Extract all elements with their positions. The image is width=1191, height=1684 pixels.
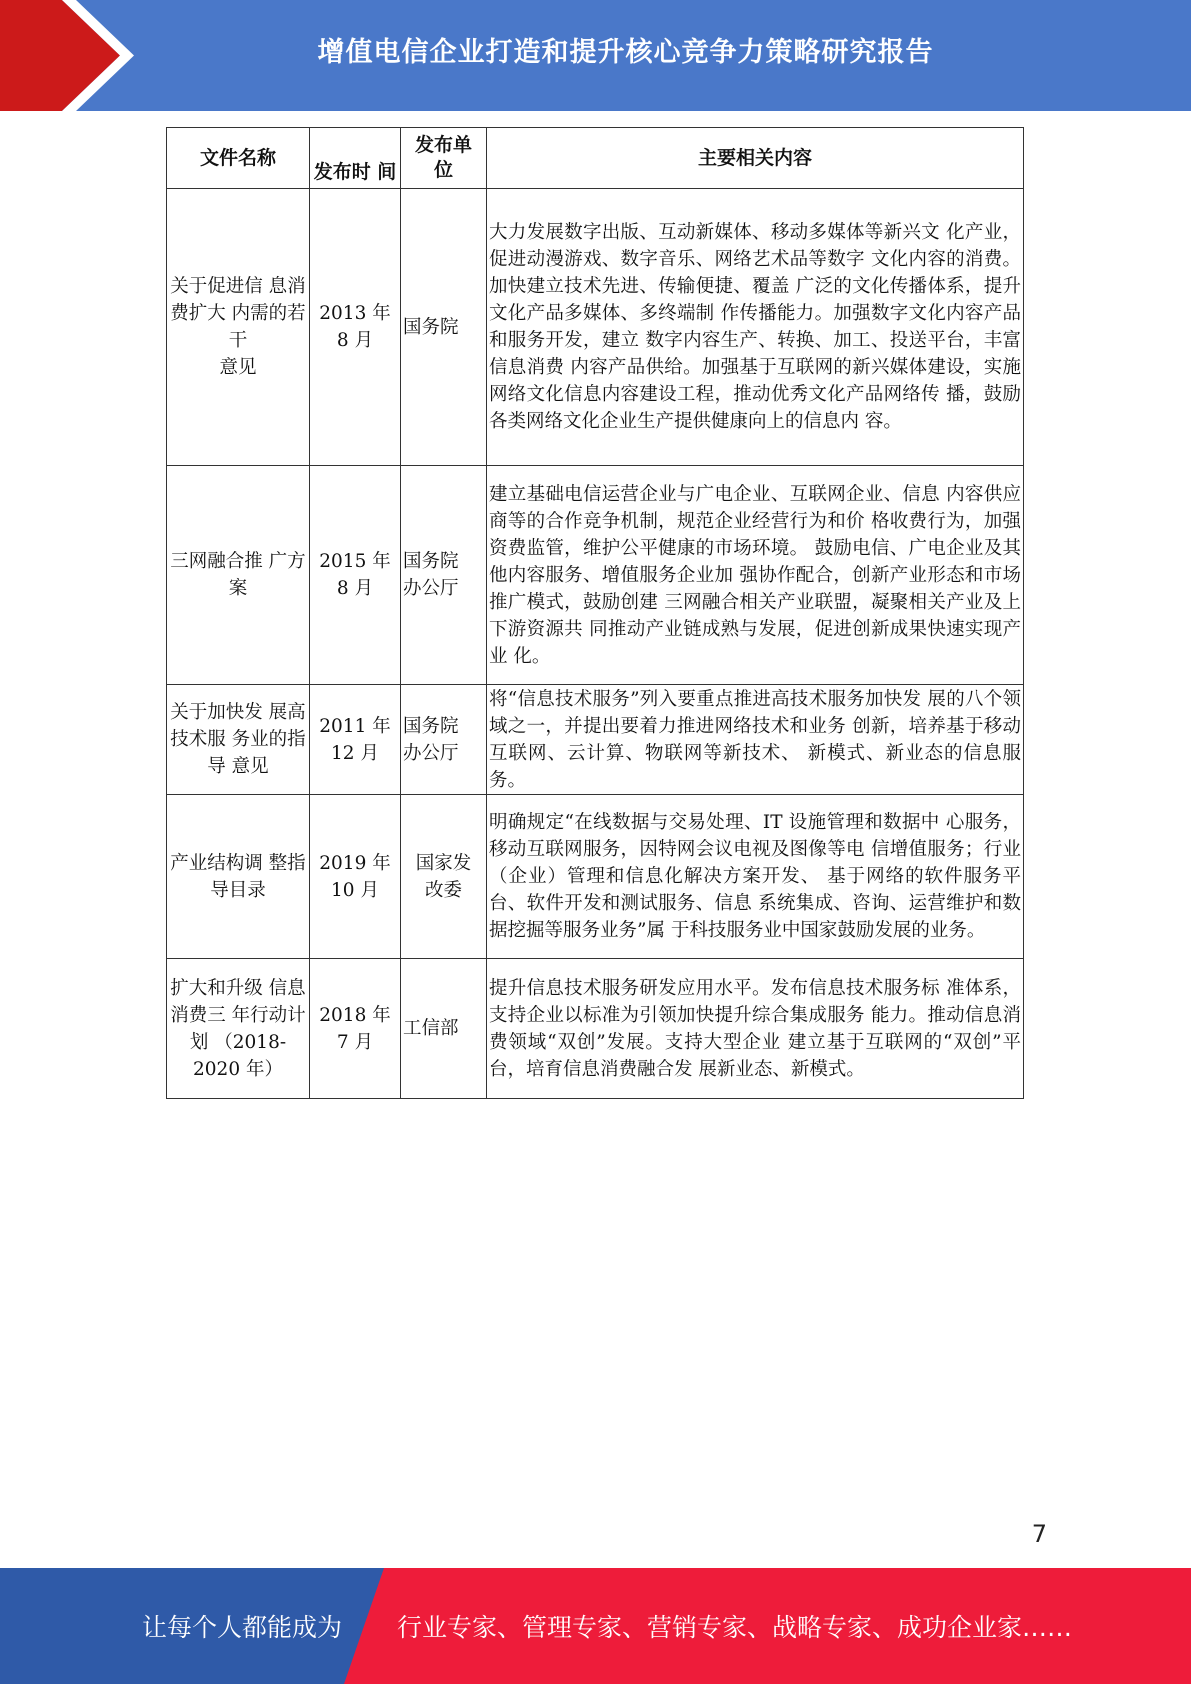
main-content: 明确规定“在线数据与交易处理、IT 设施管理和数据中 心服务，移动互联网服务，因特网会议电视及图像等电 信增值服务；行业（企业）管理和信息化解决方案开发、 基于网络的软件服务平台、软件开发和测试服务、信息 系统集成、咨询、运营维护和数据挖掘等服务业务”属 于科技服务业中国家鼓励发展的业务。 xyxy=(487,795,1024,959)
header-issuing-unit: 发布单 位 xyxy=(401,128,487,189)
main-content: 将“信息技术服务”列入要重点推进高技术服务加快发 展的八个领域之一，并提出要着力推进网络技术和业务 创新，培养基于移动互联网、云计算、物联网等新技术、 新模式、新业态的信息服务。 xyxy=(487,685,1024,795)
release-date: 2019 年 10 月 xyxy=(310,795,401,959)
header-document-name: 文件名称 xyxy=(167,128,310,189)
issuing-unit: 工信部 xyxy=(401,959,487,1099)
header-main-content: 主要相关内容 xyxy=(487,128,1024,189)
document-name: 产业结构调 整指导目录 xyxy=(167,795,310,959)
table-row xyxy=(167,795,1024,959)
table-row xyxy=(167,685,1024,795)
footer-band xyxy=(0,1568,1191,1684)
footer-slogan-left: 让每个人都能成为 xyxy=(142,1613,343,1642)
release-date: 2018 年 7 月 xyxy=(310,959,401,1099)
footer-slogan-right: 行业专家、管理专家、营销专家、战略专家、成功企业家…… xyxy=(397,1613,1073,1642)
release-date: 2011 年 12 月 xyxy=(310,685,401,795)
release-date: 2015 年 8 月 xyxy=(310,466,401,685)
document-name: 扩大和升级 信息消费三 年行动计划 （2018-2020 年） xyxy=(167,959,310,1099)
issuing-unit: 国家发 改委 xyxy=(401,795,487,959)
document-name: 关于促进信 息消费扩大 内需的若干 意见 xyxy=(167,189,310,466)
header-release-date: 发布时 间 xyxy=(310,128,401,189)
document-name: 关于加快发 展高技术服 务业的指导 意见 xyxy=(167,685,310,795)
policy-documents-table xyxy=(166,127,1024,1099)
release-date: 2013 年 8 月 xyxy=(310,189,401,466)
main-content: 大力发展数字出版、互动新媒体、移动多媒体等新兴文 化产业，促进动漫游戏、数字音乐、网络艺术品等数字 文化内容的消费。加快建立技术先进、传输便捷、覆盖 广泛的文化传播体系，提升文化产品多媒体、多终端制 作传播能力。加强数字文化内容产品和服务开发，建立 数字内容生产、转换、加工、投送平台，丰富信息消费 内容产品供给。加强基于互联网的新兴媒体建设，实施 网络文化信息内容建设工程，推动优秀文化产品网络传 播，鼓励各类网络文化企业生产提供健康向上的信息内 容。 xyxy=(487,189,1024,466)
table-row xyxy=(167,466,1024,685)
document-name: 三网融合推 广方案 xyxy=(167,466,310,685)
table-row xyxy=(167,189,1024,466)
issuing-unit: 国务院 办公厅 xyxy=(401,466,487,685)
issuing-unit: 国务院 办公厅 xyxy=(401,685,487,795)
header-arrow-decoration xyxy=(0,0,160,111)
page-number: 7 xyxy=(1031,1520,1047,1548)
report-title: 增值电信企业打造和提升核心竞争力策略研究报告 xyxy=(317,37,934,68)
main-content: 建立基础电信运营企业与广电企业、互联网企业、信息 内容供应商等的合作竞争机制，规范企业经营行为和价 格收费行为，加强资费监管，维护公平健康的市场环境。 鼓励电信、广电企业及其他内容服务、增值服务企业加 强协作配合，创新产业形态和市场推广模式，鼓励创建 三网融合相关产业联盟，凝聚相关产业及上下游资源共 同推动产业链成熟与发展，促进创新成果快速实现产业 化。 xyxy=(487,466,1024,685)
table-header-row xyxy=(167,128,1024,189)
header-band xyxy=(0,0,1191,111)
table-row xyxy=(167,959,1024,1099)
main-content: 提升信息技术服务研发应用水平。发布信息技术服务标 准体系，支持企业以标准为引领加快提升综合集成服务 能力。推动信息消费领域“双创”发展。支持大型企业 建立基于互联网的“双创”平台，培育信息消费融合发 展新业态、新模式。 xyxy=(487,959,1024,1099)
issuing-unit: 国务院 xyxy=(401,189,487,466)
